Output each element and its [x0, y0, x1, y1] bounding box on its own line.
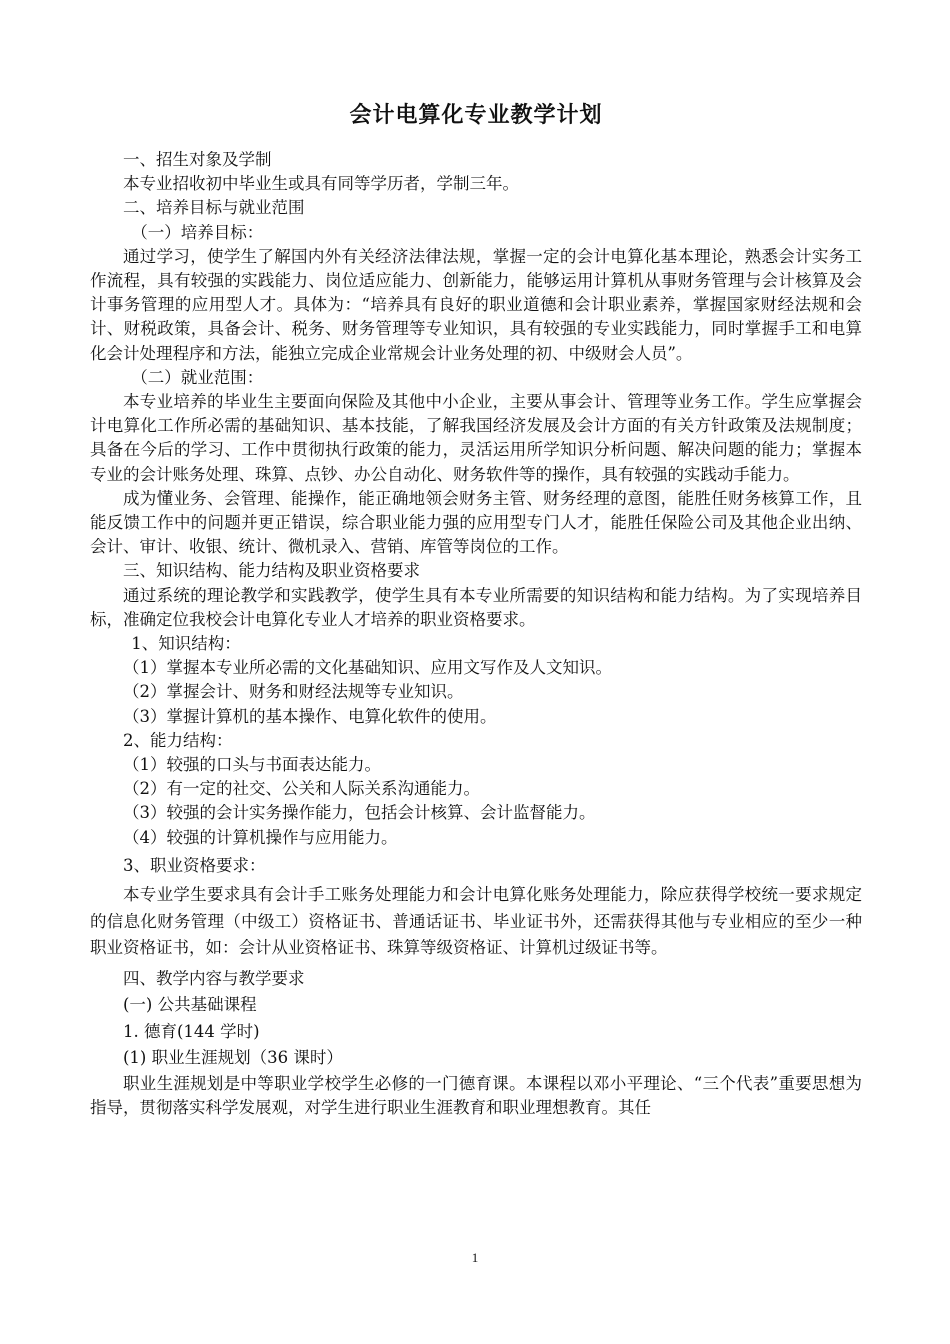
- section-heading-1: 一、招生对象及学制: [123, 150, 272, 169]
- document-title: 会计电算化专业教学计划: [349, 102, 603, 128]
- paragraph-enrollment: 本专业招收初中毕业生或具有同等学历者，学制三年。: [123, 174, 519, 194]
- subheading-ability: 2、能力结构：: [123, 730, 233, 750]
- knowledge-item-2: （2）掌握会计、财务和财经法规等专业知识。: [123, 682, 464, 702]
- ability-item-3: （3）较强的会计实务操作能力，包括会计核算、会计监督能力。: [123, 803, 596, 823]
- section-heading-3: 三、知识结构、能力结构及职业资格要求: [123, 561, 420, 581]
- knowledge-item-3: （3）掌握计算机的基本操作、电算化软件的使用。: [123, 706, 497, 726]
- section-heading-2: 二、培养目标与就业范围: [123, 198, 305, 218]
- ability-item-4: （4）较强的计算机操作与应用能力。: [123, 827, 398, 847]
- course-career-planning: (1) 职业生涯规划（36 课时）: [123, 1048, 343, 1068]
- subheading-goals: （一）培养目标：: [131, 222, 264, 242]
- subheading-public-courses: (一) 公共基础课程: [123, 995, 257, 1015]
- document-page: [90, 100, 862, 1120]
- paragraph-goals: 通过学习，使学生了解国内外有关经济法律法规，掌握一定的会计电算化基本理论，熟悉会计实务工作流程，具有较强的实践能力、岗位适应能力、创新能力，能够运用计算机从事财务管理与会计核算及会计事务管理的应用型人才。具体为：“培养具有良好的职业道德和会计职业素养，掌握国家财经法规和会计、财税政策，具备会计、税务、财务管理等专业知识，具有较强的专业实践能力，同时掌握手工和电算化会计处理程序和方法，能独立完成企业常规会计业务处理的初、中级财会人员”。: [90, 246, 862, 363]
- subheading-qualification: 3、职业资格要求：: [123, 855, 266, 875]
- paragraph-career-planning: 职业生涯规划是中等职业学校学生必修的一门德育课。本课程以邓小平理论、“三个代表”重要思想为指导，贯彻落实科学发展观，对学生进行职业生涯教育和职业理想教育。其任: [90, 1073, 862, 1117]
- subheading-knowledge: 1、知识结构：: [131, 634, 241, 654]
- knowledge-item-1: （1）掌握本专业所必需的文化基础知识、应用文写作及人文知识。: [123, 658, 612, 678]
- ability-item-1: （1）较强的口头与书面表达能力。: [123, 755, 381, 775]
- ability-item-2: （2）有一定的社交、公关和人际关系沟通能力。: [123, 779, 480, 799]
- paragraph-qualification: 本专业学生要求具有会计手工账务处理能力和会计电算化账务处理能力，除应获得学校统一要求规定的信息化财务管理（中级工）资格证书、普通话证书、毕业证书外，还需获得其他与专业相应的至少一种职业资格证书，如：会计从业资格证书、珠算等级资格证、计算机过级证书等。: [90, 885, 862, 958]
- course-moral-education: 1. 德育(144 学时): [123, 1021, 260, 1041]
- paragraph-positions: 成为懂业务、会管理、能操作，能正确地领会财务主管、财务经理的意图，能胜任财务核算工作，且能反馈工作中的问题并更正错误，综合职业能力强的应用型专门人才，能胜任保险公司及其他企业出纳、会计、审计、收银、统计、微机录入、营销、库管等岗位的工作。: [90, 488, 862, 557]
- paragraph-structure: 通过系统的理论教学和实践教学，使学生具有本专业所需要的知识结构和能力结构。为了实现培养目标，准确定位我校会计电算化专业人才培养的职业资格要求。: [90, 585, 862, 629]
- section-heading-4: 四、教学内容与教学要求: [123, 968, 305, 988]
- page-number: 1: [471, 1250, 479, 1265]
- subheading-employment: （二）就业范围：: [131, 367, 264, 387]
- paragraph-employment: 本专业培养的毕业生主要面向保险及其他中小企业，主要从事会计、管理等业务工作。学生应掌握会计电算化工作所必需的基础知识、基本技能，了解我国经济发展及会计方面的有关方针政策及法规制度；具备在今后的学习、工作中贯彻执行政策的能力，灵活运用所学知识分析问题、解决问题的能力；掌握本专业的会计账务处理、珠算、点钞、办公自动化、财务软件等的操作，具有较强的实践动手能力。: [90, 392, 862, 484]
